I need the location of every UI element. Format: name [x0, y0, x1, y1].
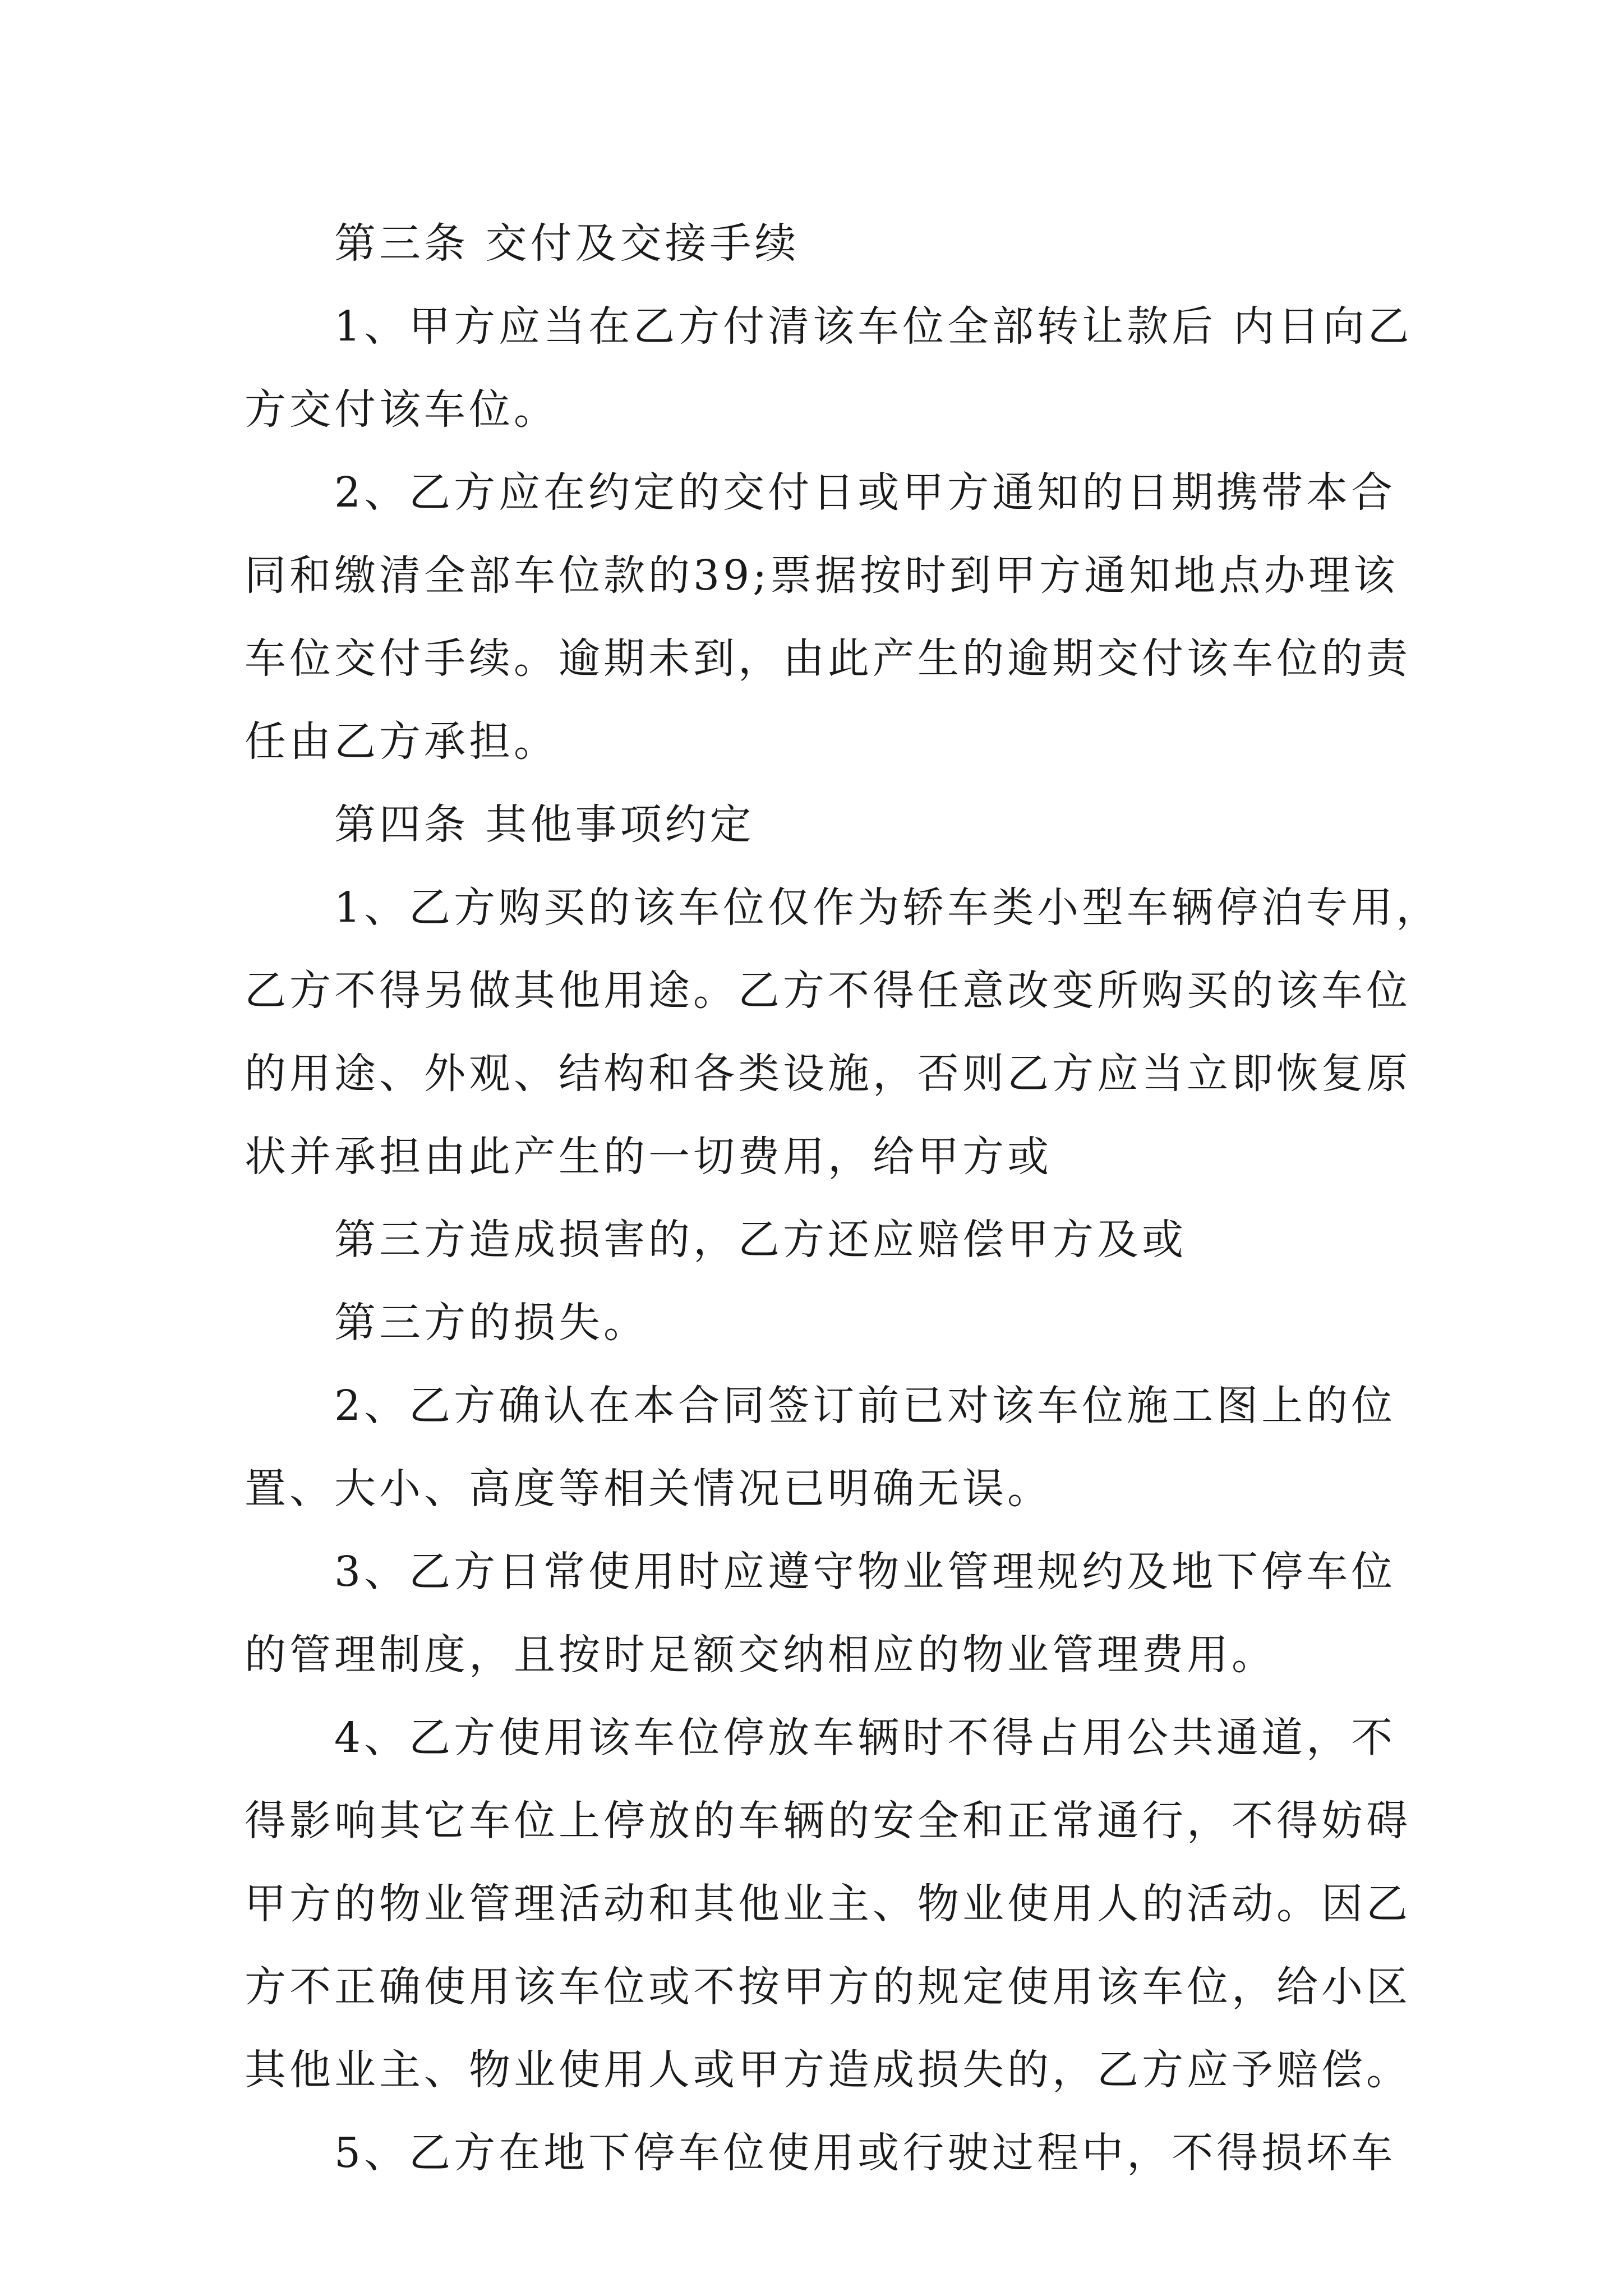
paragraph-line: 1、甲方应当在乙方付清该车位全部转让款后 内日向乙 — [334, 302, 1413, 351]
paragraph-line: 乙方不得另做其他用途。乙方不得任意改变所购买的该车位 — [245, 967, 1411, 1015]
paragraph-line: 的管理制度，且按时足额交纳相应的物业管理费用。 — [245, 1631, 1276, 1679]
document-body — [245, 202, 1441, 2194]
paragraph-line: 第三方的损失。 — [334, 1299, 648, 1347]
paragraph-line: 车位交付手续。逾期未到，由此产生的逾期交付该车位的责 — [245, 634, 1411, 683]
paragraph-line: 的用途、外观、结构和各类设施，否则乙方应当立即恢复原 — [245, 1050, 1411, 1098]
section-heading-article-4: 第四条 其他事项约定 — [334, 800, 755, 849]
paragraph-line: 状并承担由此产生的一切费用，给甲方或 — [245, 1133, 1052, 1181]
paragraph-line: 第三方造成损害的，乙方还应赔偿甲方及或 — [334, 1216, 1187, 1264]
paragraph-line: 2、乙方应在约定的交付日或甲方通知的日期携带本合 — [334, 468, 1396, 517]
paragraph-line: 置、大小、高度等相关情况已明确无误。 — [245, 1465, 1052, 1513]
paragraph-line: 同和缴清全部车位款的39;票据按时到甲方通知地点办理该 — [245, 551, 1399, 600]
paragraph-line: 4、乙方使用该车位停放车辆时不得占用公共通道，不 — [334, 1714, 1396, 1762]
paragraph-line: 5、乙方在地下停车位使用或行驶过程中，不得损坏车 — [334, 2129, 1396, 2177]
paragraph-line: 2、乙方确认在本合同签订前已对该车位施工图上的位 — [334, 1382, 1396, 1430]
paragraph-line: 1、乙方购买的该车位仅作为轿车类小型车辆停泊专用， — [334, 884, 1441, 932]
paragraph-line: 甲方的物业管理活动和其他业主、物业使用人的活动。因乙 — [245, 1880, 1411, 1928]
paragraph-line: 得影响其它车位上停放的车辆的安全和正常通行，不得妨碍 — [245, 1797, 1411, 1845]
paragraph-line: 方不正确使用该车位或不按甲方的规定使用该车位，给小区 — [245, 1963, 1411, 2011]
paragraph-line: 3、乙方日常使用时应遵守物业管理规约及地下停车位 — [334, 1548, 1396, 1596]
section-heading-article-3: 第三条 交付及交接手续 — [334, 219, 800, 268]
paragraph-line: 任由乙方承担。 — [245, 717, 559, 766]
paragraph-line: 方交付该车位。 — [245, 385, 559, 434]
paragraph-line: 其他业主、物业使用人或甲方造成损失的，乙方应予赔偿。 — [245, 2046, 1411, 2094]
